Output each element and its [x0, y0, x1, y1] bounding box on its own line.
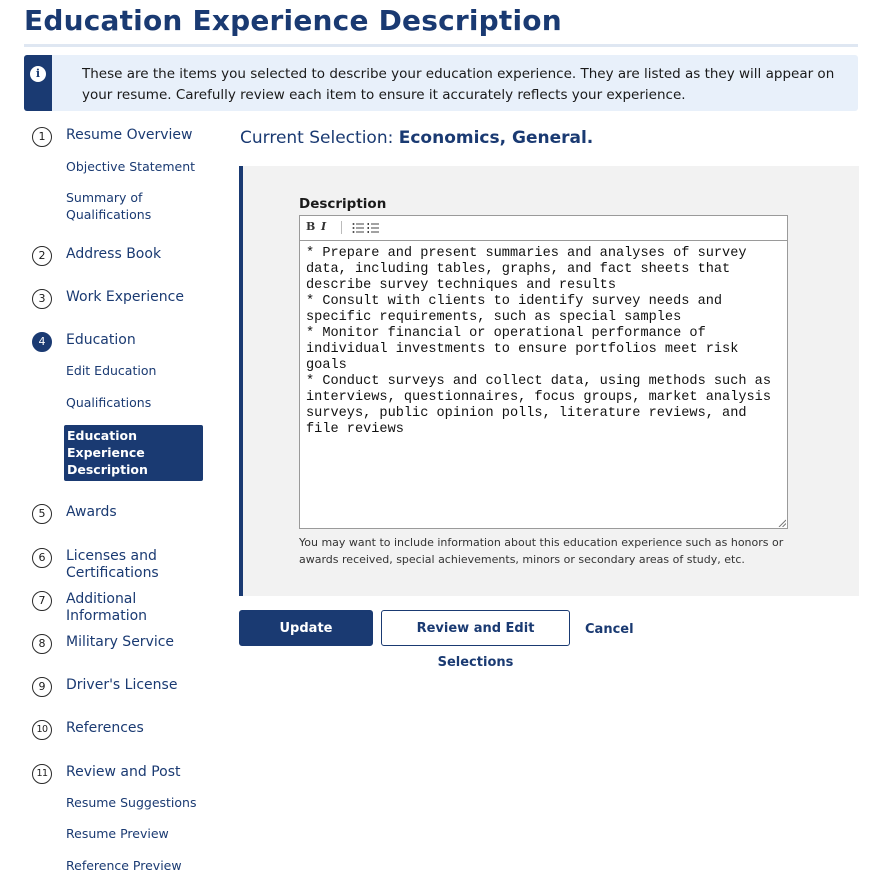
sub-summary-of-qualifications[interactable]: Summary of Qualifications — [66, 190, 152, 222]
step-label[interactable]: Review and Post — [66, 764, 181, 780]
step-label[interactable]: Education — [66, 332, 136, 348]
step-number: 7 — [32, 591, 52, 611]
description-editor[interactable] — [299, 215, 788, 529]
editor-toolbar — [300, 216, 787, 241]
step-number: 11 — [32, 764, 52, 784]
step-number: 6 — [32, 548, 52, 568]
title-divider — [24, 44, 858, 47]
description-panel — [239, 166, 859, 596]
sub-resume-preview[interactable]: Resume Preview — [66, 826, 169, 841]
cancel-link[interactable]: Cancel — [585, 622, 634, 637]
step-label[interactable]: References — [66, 720, 144, 736]
step-label[interactable]: Additional Information — [66, 591, 148, 624]
resize-handle-icon[interactable] — [778, 519, 786, 527]
info-icon: i — [30, 66, 46, 82]
description-label: Description — [299, 196, 387, 212]
page-title: Education Experience Description — [24, 4, 562, 37]
bulleted-list-icon[interactable] — [352, 222, 364, 234]
step-label[interactable]: Military Service — [66, 634, 175, 650]
italic-icon[interactable]: I — [321, 220, 327, 233]
sub-objective-statement[interactable]: Objective Statement — [66, 159, 196, 174]
step-number: 2 — [32, 246, 52, 266]
info-banner — [24, 55, 858, 111]
resume-steps-sidebar — [24, 118, 204, 878]
step-label[interactable]: Address Book — [66, 246, 162, 262]
step-label[interactable]: Driver's License — [66, 677, 178, 693]
numbered-list-icon[interactable] — [367, 222, 379, 234]
sub-resume-suggestions[interactable]: Resume Suggestions — [66, 795, 197, 810]
step-number-active: 4 — [32, 332, 52, 352]
step-number: 10 — [32, 720, 52, 740]
sub-qualifications[interactable]: Qualifications — [66, 395, 152, 410]
step-number: 3 — [32, 289, 52, 309]
step-label[interactable]: Resume Overview — [66, 127, 193, 143]
description-textarea[interactable]: * Prepare and present summaries and analyses of survey data, including tables, graphs, and fact sheets that describe survey techniques and results * Consult with clients to identify survey needs and specific requirements, such as special samples * Monitor financial or operational performance of individual investments to ensure portfolios meet risk goals * Conduct surveys and collect data, using methods such as interviews, questionnaires, focus groups, market analysis surveys, public opinion polls, literature reviews, and file reviews — [306, 246, 771, 437]
description-hint: You may want to include information about this education experience such as honors or awards received, special achievements, minors or secondary areas of study, etc. — [299, 536, 784, 566]
step-label[interactable]: Work Experience — [66, 289, 184, 305]
sub-reference-preview[interactable]: Reference Preview — [66, 858, 182, 873]
review-and-edit-selections-button[interactable]: Review and Edit Selections — [381, 610, 570, 646]
step-number: 9 — [32, 677, 52, 697]
bold-icon[interactable]: B — [306, 220, 316, 233]
current-selection — [240, 128, 593, 148]
step-number: 5 — [32, 504, 52, 524]
info-banner-text: These are the items you selected to describe your education experience. They are listed as they will appear on your resume. Carefully review each item to ensure it accurately reflects your experience. — [82, 66, 835, 103]
step-number: 8 — [32, 634, 52, 654]
update-education-button[interactable]: Update Education — [239, 610, 373, 646]
info-banner-strip — [24, 55, 52, 111]
sub-edit-education[interactable]: Edit Education — [66, 363, 157, 378]
step-label[interactable]: Awards — [66, 504, 117, 520]
step-label[interactable]: Licenses and Certifications — [66, 548, 159, 581]
sub-education-experience-description-active[interactable]: Education Experience Description — [64, 425, 203, 481]
toolbar-divider — [341, 221, 342, 234]
current-selection-label: Current Selection: — [240, 128, 394, 148]
current-selection-value: Economics, General. — [398, 128, 594, 148]
step-number: 1 — [32, 127, 52, 147]
